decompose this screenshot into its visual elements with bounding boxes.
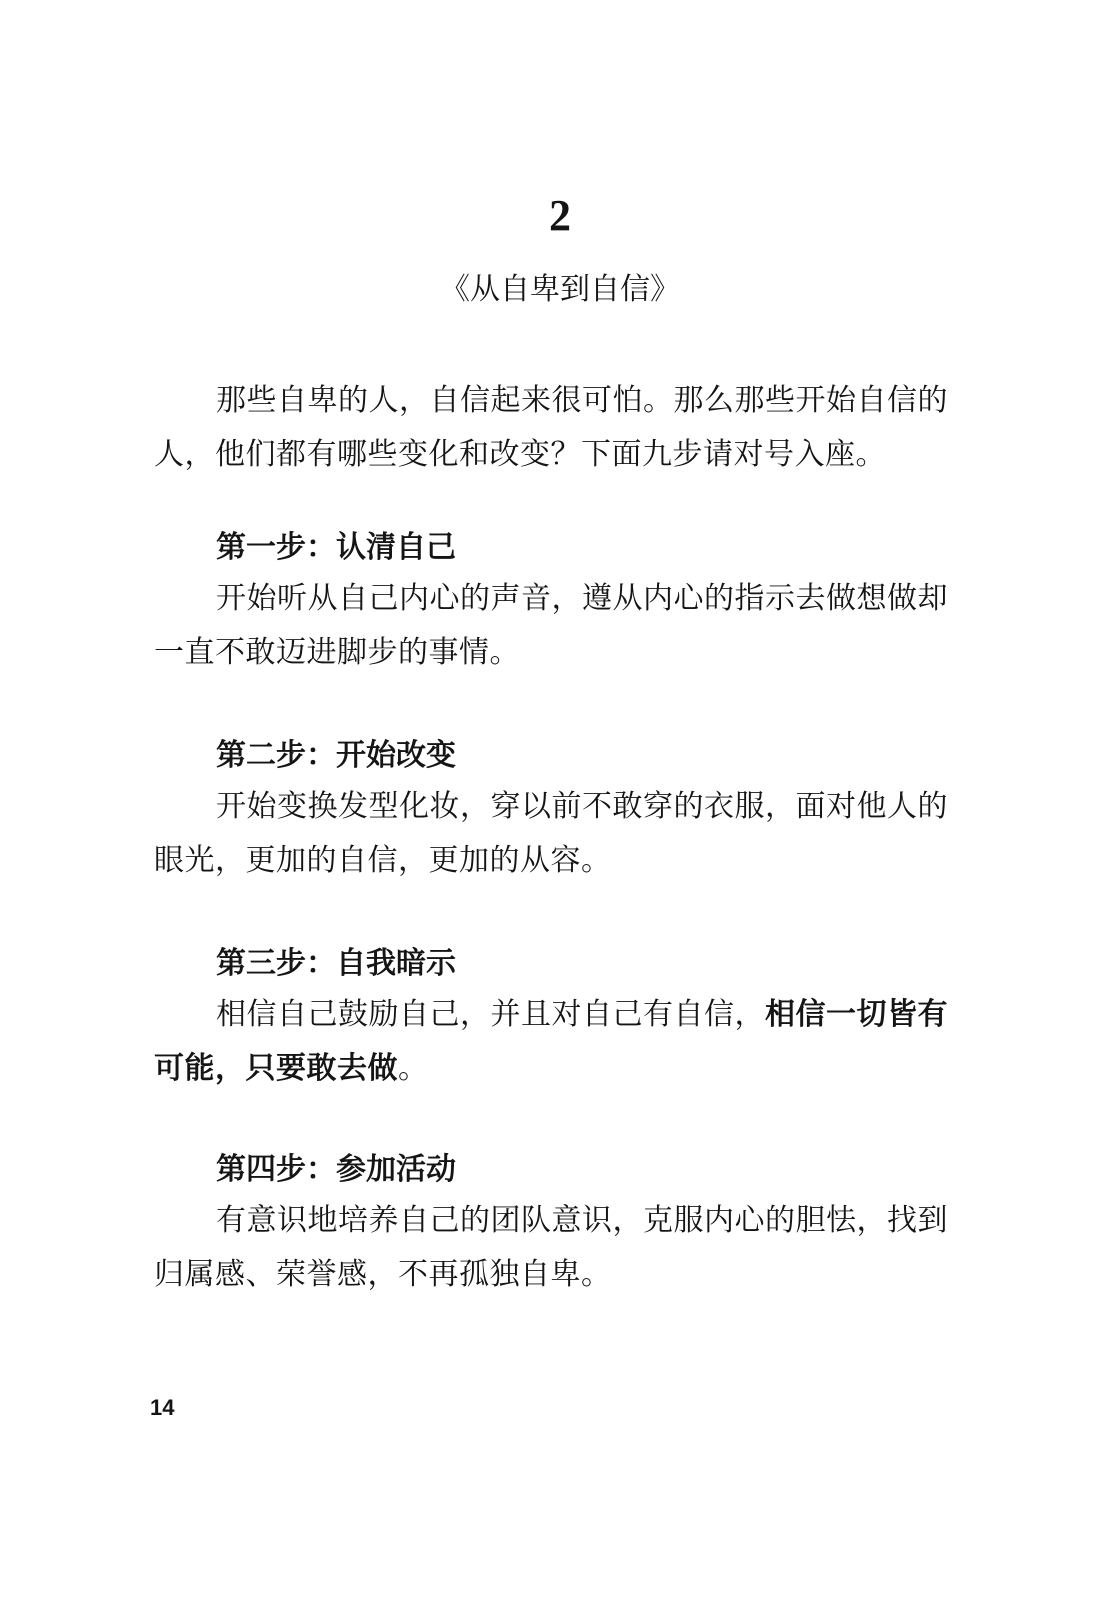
step-2-text: 开始变换发型化妆，穿以前不敢穿的衣服，面对他人的眼光，更加的自信，更加的从容。: [154, 789, 948, 878]
step-3-text-plain: 相信自己鼓励自己，并且对自己有自信，: [216, 997, 765, 1032]
chapter-title: 《从自卑到自信》: [440, 272, 680, 307]
page-number: 14: [150, 1395, 175, 1420]
intro-paragraph: [154, 374, 954, 482]
step-3-heading: 第三步：自我暗示: [216, 946, 456, 981]
step-2-heading: 第二步：开始改变: [216, 738, 456, 773]
chapter-number: 2: [549, 191, 571, 240]
step-2-body: [154, 780, 954, 888]
step-3-text: [154, 988, 954, 1096]
step-1-heading: 第一步：认清自己: [216, 530, 456, 565]
step-3-body: [154, 988, 954, 1096]
step-4-body: [154, 1194, 954, 1302]
step-4-heading: 第四步：参加活动: [216, 1152, 456, 1187]
step-1-text: 开始听从自己内心的声音，遵从内心的指示去做想做却一直不敢迈进脚步的事情。: [154, 581, 948, 670]
step-3-text-bold: 相信一切皆有可能，只要敢去做: [154, 997, 948, 1086]
step-3-text-end: 。: [398, 1051, 429, 1086]
step-4-text: 有意识地培养自己的团队意识，克服内心的胆怯，找到归属感、荣誉感，不再孤独自卑。: [154, 1203, 948, 1292]
step-1-body: [154, 572, 954, 680]
intro-text: 那些自卑的人，自信起来很可怕。那么那些开始自信的人，他们都有哪些变化和改变？下面九步请对号入座。: [154, 383, 948, 472]
